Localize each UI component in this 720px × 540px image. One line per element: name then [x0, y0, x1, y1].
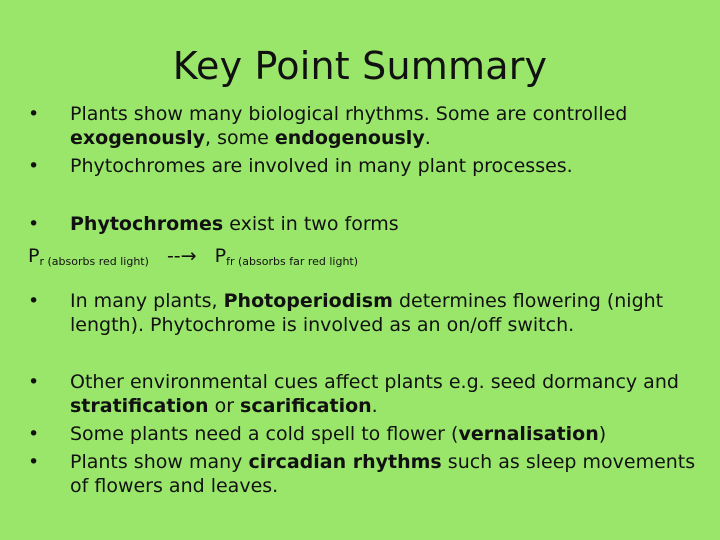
bullet-group-4 [28, 370, 708, 498]
arrow-icon: --→ [166, 245, 197, 267]
bullet-item-photoperiodism [28, 289, 708, 337]
bullet-text [70, 450, 708, 498]
phytochrome-formula [28, 245, 358, 268]
bullet-item-environmental-cues [28, 370, 708, 418]
bullet-icon: • [28, 451, 40, 473]
bullet-icon: • [28, 213, 40, 235]
bullet-item-circadian [28, 450, 708, 498]
text-run: such as sleep movements of flowers and leaves. [70, 451, 696, 497]
bullet-group-3 [28, 289, 708, 337]
bullet-item-phytochromes-processes [28, 154, 708, 178]
text-run: Other environmental cues affect plants e.g. seed dormancy and [70, 371, 679, 393]
bullet-text [70, 212, 708, 236]
bullet-text [70, 370, 708, 418]
text-run: ) [598, 423, 607, 445]
formula-pfr: P [214, 245, 227, 267]
bold-term-stratification: stratification [70, 395, 209, 417]
bullet-icon: • [28, 371, 40, 393]
bullet-text [70, 422, 708, 446]
slide-title: Key Point Summary [172, 44, 548, 88]
text-run: Plants show many [70, 451, 249, 473]
text-run: . [371, 395, 378, 417]
bold-term-circadian-rhythms: circadian rhythms [248, 451, 442, 473]
formula-pfr-subscript: fr (absorbs far red light) [226, 255, 359, 268]
bullet-text [70, 102, 708, 150]
text-run: . [424, 127, 431, 149]
bullet-icon: • [28, 290, 40, 312]
bold-term-scarification: scarification [240, 395, 372, 417]
bullet-group-1 [28, 102, 708, 178]
bold-term-photoperiodism: Photoperiodism [223, 290, 393, 312]
bullet-item-two-forms [28, 212, 708, 236]
bold-term-endogenously: endogenously [274, 127, 425, 149]
bullet-icon: • [28, 423, 40, 445]
bullet-text [70, 289, 708, 337]
text-run: In many plants, [70, 290, 224, 312]
formula-pr: P [28, 245, 40, 267]
text-run: Some plants need a cold spell to flower ( [70, 423, 459, 445]
text-run: determines flowering (night length). Phytochrome is involved as an on/off switch. [70, 290, 664, 336]
bold-term-exogenously: exogenously [70, 127, 205, 149]
text-run: , some [205, 127, 275, 149]
bullet-item-vernalisation [28, 422, 708, 446]
text-run: Plants show many biological rhythms. Some are controlled [70, 103, 628, 125]
bullet-icon: • [28, 155, 40, 177]
bullet-icon: • [28, 103, 40, 125]
text-run: or [208, 395, 241, 417]
bullet-group-2 [28, 212, 708, 236]
formula-pr-subscript: r (absorbs red light) [39, 255, 149, 268]
text-run: exist in two forms [223, 213, 399, 235]
bold-term-phytochromes: Phytochromes [70, 213, 224, 235]
bold-term-vernalisation: vernalisation [458, 423, 599, 445]
bullet-text: Phytochromes are involved in many plant processes. [70, 155, 573, 177]
bullet-item-rhythms [28, 102, 708, 150]
